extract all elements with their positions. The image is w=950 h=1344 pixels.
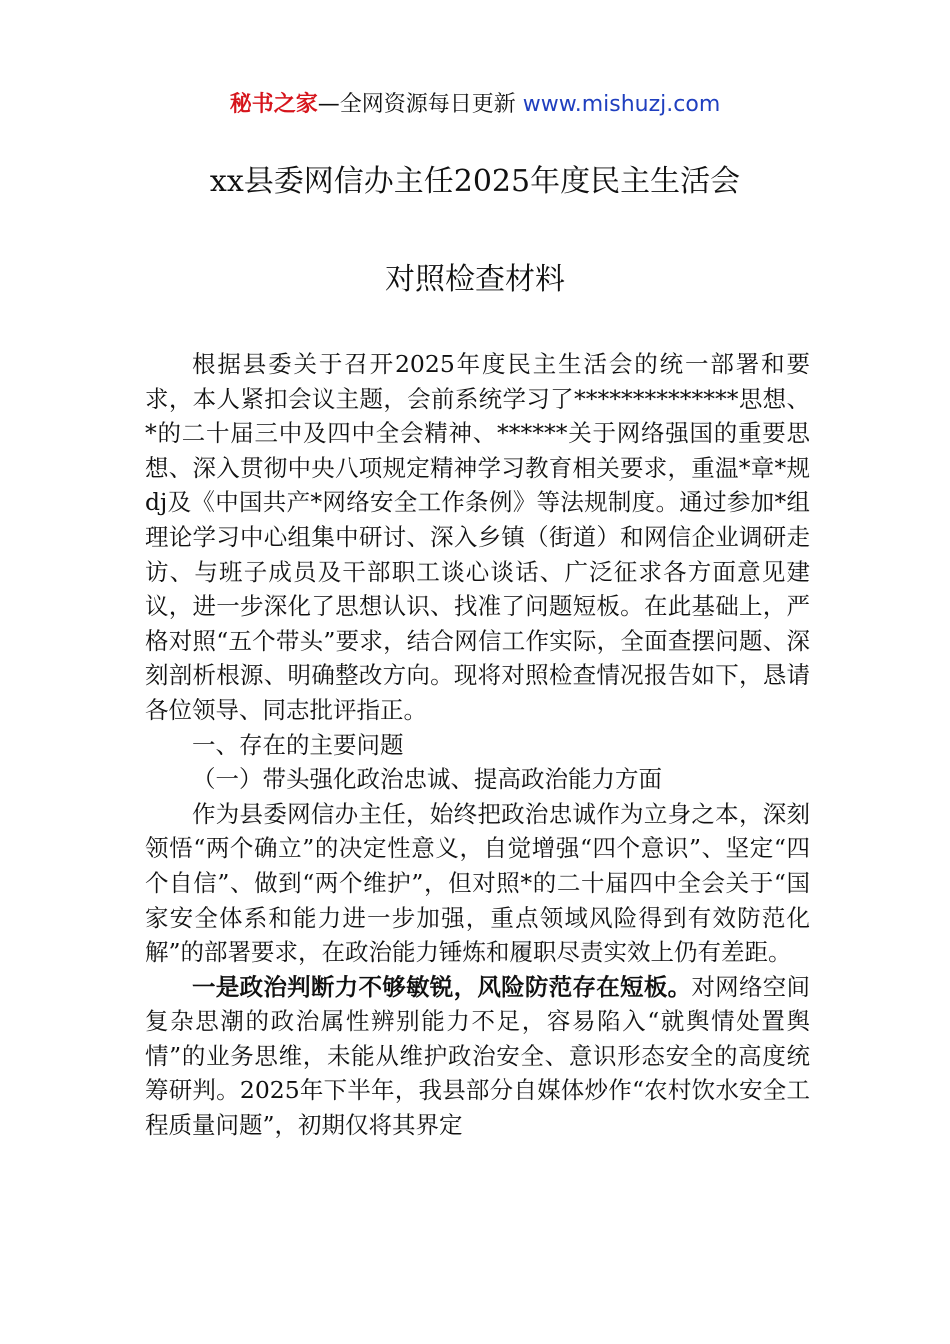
document-title-line-2: 对照检查材料	[385, 262, 565, 297]
point-lead: 一是政治判断力不够敏锐，风险防范存在短板。	[192, 972, 692, 1001]
site-tagline: —全网资源每日更新	[317, 92, 523, 117]
site-brand: 秘书之家	[229, 92, 318, 117]
document-body	[145, 347, 810, 1143]
body-paragraph: 作为县委网信办主任，始终把政治忠诚作为立身之本，深刻领悟“两个确立”的决定性意义，自觉增强“四个意识”、坚定“四个自信”、做到“两个维护”，但对照*的二十届四中全会关于“国家安全体系和能力进一步加强，重点领域风险得到有效防范化解”的部署要求，在政治能力锤炼和履职尽责实效上仍有差距。	[145, 799, 810, 967]
subsection-heading: （一）带头强化政治忠诚、提高政治能力方面	[192, 765, 662, 794]
section-heading: 一、存在的主要问题	[192, 730, 404, 759]
site-url[interactable]: www.mishuzj.com	[522, 92, 721, 117]
point-paragraph	[145, 970, 810, 1143]
document-title-line-1: xx县委网信办主任2025年度民主生活会	[209, 164, 741, 199]
intro-paragraph: 根据县委关于召开2025年度民主生活会的统一部署和要求，本人紧扣会议主题，会前系统学习了**************思想、*的二十届三中及四中全会精神、******关于网络强国的重要思想、深入贯彻中央八项规定精神学习教育相关要求，重温*章*规dj及《中国共产*网络安全工作条例》等法规制度。通过参加*组理论学习中心组集中研讨、深入乡镇（街道）和网信企业调研走访、与班子成员及干部职工谈心谈话、广泛征求各方面意见建议，进一步深化了思想认识、找准了问题短板。在此基础上，严格对照“五个带头”要求，结合网信工作实际，全面查摆问题、深刻剖析根源、明确整改方向。现将对照检查情况报告如下，恳请各位领导、同志批评指正。	[145, 350, 810, 724]
point-text: 对网络空间复杂思潮的政治属性辨别能力不足，容易陷入“就舆情处置舆情”的业务思维，未能从维护政治安全、意识形态安全的高度统筹研判。2025年下半年，我县部分自媒体炒作“农村饮水安全工程质量问题”，初期仅将其界定	[145, 972, 811, 1140]
site-header	[0, 88, 950, 122]
